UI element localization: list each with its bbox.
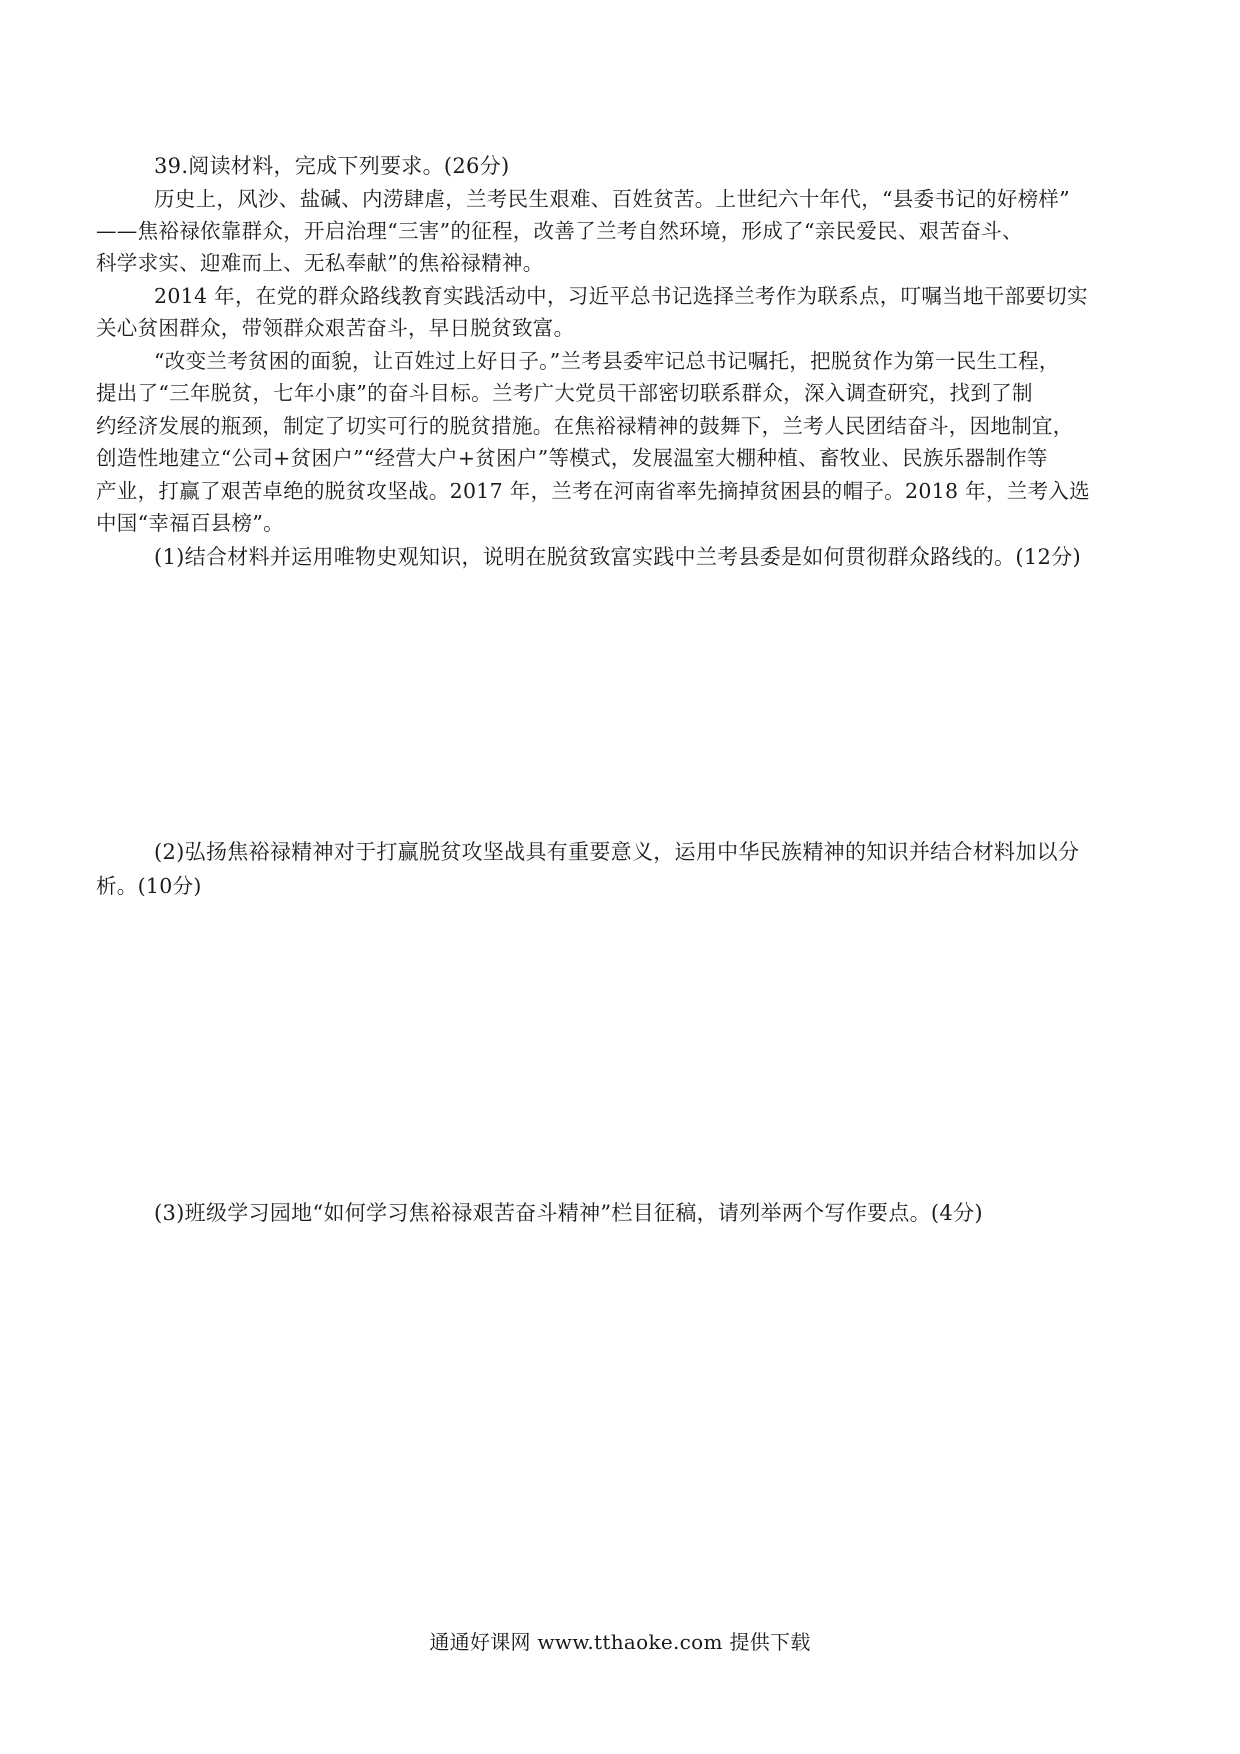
material-line: 约经济发展的瓶颈，制定了切实可行的脱贫措施。在焦裕禄精神的鼓舞下，兰考人民团结奋斗，因地制宜， <box>96 414 1074 438</box>
footer-download-notice: 通通好课网 www.tthaoke.com 提供下载 <box>429 1630 811 1654</box>
material-line: 关心贫困群众，带领群众艰苦奋斗，早日脱贫致富。 <box>96 316 575 340</box>
material-line: 提出了“三年脱贫，七年小康”的奋斗目标。兰考广大党员干部密切联系群众，深入调查研究，找到了制 <box>96 381 1033 405</box>
material-line: 创造性地建立“公司+贫困户”“经营大户+贫困户”等模式，发展温室大棚种植、畜牧业、民族乐器制作等 <box>96 446 1048 470</box>
material-line: 产业，打赢了艰苦卓绝的脱贫攻坚战。2017 年，兰考在河南省率先摘掉贫困县的帽子。2018 年，兰考入选 <box>96 479 1090 503</box>
material-line: “改变兰考贫困的面貌，让百姓过上好日子。”兰考县委牢记总书记嘱托，把脱贫作为第一民生工程， <box>154 349 1060 373</box>
material-line: 科学求实、迎难而上、无私奉献”的焦裕禄精神。 <box>96 251 544 275</box>
question-title: 39.阅读材料，完成下列要求。(26分) <box>154 154 510 178</box>
sub-question-3: (3)班级学习园地“如何学习焦裕禄艰苦奋斗精神”栏目征稿，请列举两个写作要点。(4分) <box>154 1201 983 1225</box>
material-line: 历史上，风沙、盐碱、内涝肆虐，兰考民生艰难、百姓贫苦。上世纪六十年代，“县委书记的好榜样” <box>154 187 1070 211</box>
material-line: 中国“幸福百县榜”。 <box>96 511 284 535</box>
sub-question-1: (1)结合材料并运用唯物史观知识，说明在脱贫致富实践中兰考县委是如何贯彻群众路线的。(12分) <box>154 545 1081 569</box>
sub-question-2-continued: 析。(10分) <box>96 874 202 898</box>
material-line: 2014 年，在党的群众路线教育实践活动中，习近平总书记选择兰考作为联系点，叮嘱当地干部要切实 <box>154 284 1088 308</box>
sub-question-2: (2)弘扬焦裕禄精神对于打赢脱贫攻坚战具有重要意义，运用中华民族精神的知识并结合材料加以分 <box>154 840 1080 864</box>
material-line: ——焦裕禄依靠群众，开启治理“三害”的征程，改善了兰考自然环境，形成了“亲民爱民、艰苦奋斗、 <box>96 219 1023 243</box>
